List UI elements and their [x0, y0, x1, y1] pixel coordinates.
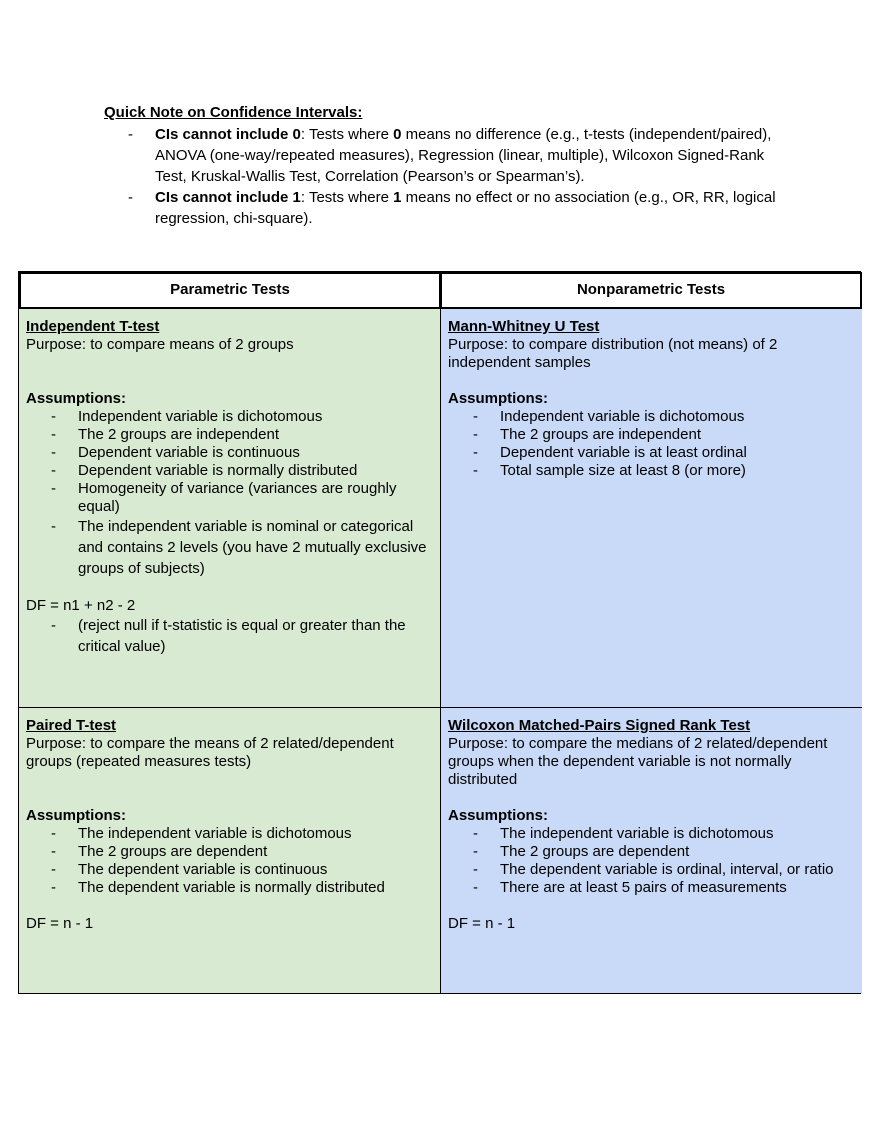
- purpose: Purpose: to compare the means of 2 related/dependent groups (repeated measures tests): [26, 735, 394, 770]
- assumptions-label: Assumptions:: [26, 390, 127, 407]
- assumptions-label: Assumptions:: [448, 390, 549, 407]
- list-item: - There are at least 5 pairs of measurements: [473, 879, 787, 896]
- purpose: Purpose: to compare distribution (not means) of 2 independent samples: [448, 336, 778, 371]
- assumptions-list: [26, 825, 433, 897]
- test-title: Paired T-test: [26, 717, 117, 734]
- list-item: - The independent variable is dichotomous: [51, 825, 352, 842]
- list-item: - The 2 groups are dependent: [473, 843, 690, 860]
- assumptions-label: Assumptions:: [26, 807, 127, 824]
- list-item: - Homogeneity of variance (variances are roughly equal): [51, 480, 397, 515]
- cell-paired-t-test: [19, 708, 441, 993]
- df-notes: [26, 615, 433, 657]
- degrees-of-freedom: DF = n - 1: [26, 915, 94, 932]
- list-item: - (reject null if t-statistic is equal or greater than the critical value): [51, 617, 406, 655]
- list-item: - Independent variable is dichotomous: [473, 408, 745, 425]
- assumptions-label: Assumptions:: [448, 807, 549, 824]
- assumptions-list: [448, 825, 855, 897]
- list-item: - Dependent variable is continuous: [51, 444, 300, 461]
- list-item: - The 2 groups are dependent: [51, 843, 268, 860]
- ci-note: [104, 104, 784, 229]
- assumptions-list: [26, 516, 433, 579]
- purpose: Purpose: to compare the medians of 2 related/dependent groups when the dependent variable is not normally distributed: [448, 735, 828, 788]
- assumptions-list: [448, 408, 855, 480]
- list-item: - Dependent variable is at least ordinal: [473, 444, 747, 461]
- list-item: - The 2 groups are independent: [473, 426, 701, 443]
- degrees-of-freedom: DF = n1 + n2 - 2: [26, 597, 136, 614]
- purpose: Purpose: to compare means of 2 groups: [26, 336, 294, 353]
- list-item: - Total sample size at least 8 (or more): [473, 462, 746, 479]
- test-title: Independent T-test: [26, 318, 160, 335]
- degrees-of-freedom: DF = n - 1: [448, 915, 516, 932]
- cell-independent-t-test: [19, 309, 441, 708]
- list-item: - Independent variable is dichotomous: [51, 408, 323, 425]
- assumptions-list: [26, 408, 433, 516]
- header-nonparametric: Nonparametric Tests: [441, 272, 862, 309]
- list-item: - The dependent variable is continuous: [51, 861, 328, 878]
- cell-wilcoxon: [441, 708, 862, 993]
- tests-table: [18, 271, 861, 994]
- ci-note-title: Quick Note on Confidence Intervals:: [104, 104, 363, 121]
- list-item: - The 2 groups are independent: [51, 426, 279, 443]
- list-item: - The dependent variable is normally distributed: [51, 879, 385, 896]
- test-title: Wilcoxon Matched-Pairs Signed Rank Test: [448, 717, 751, 734]
- list-item: - The independent variable is dichotomous: [473, 825, 774, 842]
- list-item: - Dependent variable is normally distributed: [51, 462, 358, 479]
- ci-note-item: - CIs cannot include 0: Tests where 0 means no difference (e.g., t-tests (independent/paired), ANOVA (one-way/repeated measures), Regression (linear, multiple), Wilcoxon Signed-Rank Test, Kruskal-Wallis Test, Correlation (Pearson’s or Spearman’s).: [128, 126, 772, 186]
- list-item: - The dependent variable is ordinal, interval, or ratio: [473, 861, 834, 878]
- ci-note-item: - CIs cannot include 1: Tests where 1 means no effect or no association (e.g., OR, RR, logical regression, chi-square).: [128, 189, 776, 228]
- test-title: Mann-Whitney U Test: [448, 318, 600, 335]
- cell-mann-whitney: [441, 309, 862, 708]
- header-parametric: Parametric Tests: [19, 272, 441, 309]
- list-item: - The independent variable is nominal or categorical and contains 2 levels (you have 2 mutually exclusive groups of subjects): [51, 518, 427, 577]
